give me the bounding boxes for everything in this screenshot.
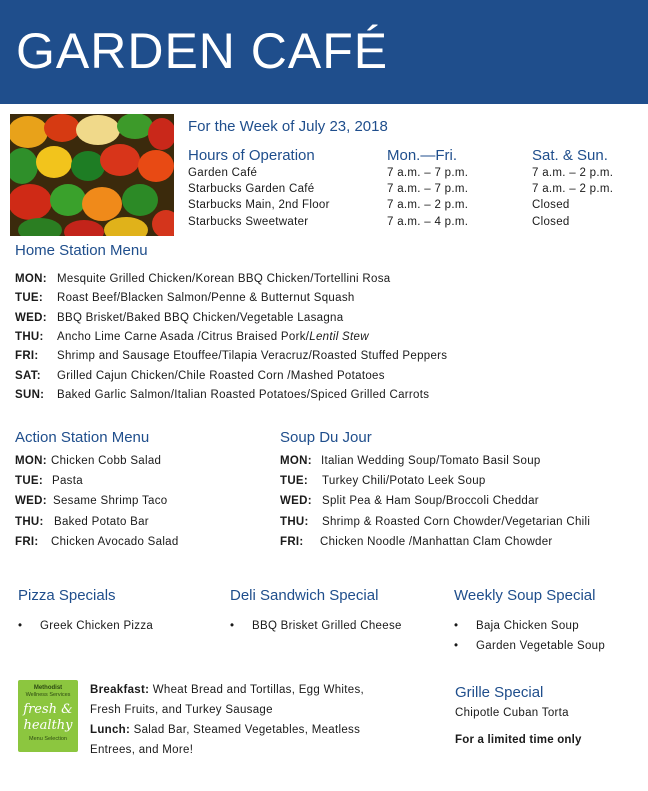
pizza-heading: Pizza Specials — [18, 587, 116, 604]
home-station-heading: Home Station Menu — [15, 242, 148, 259]
day-label: WED: — [15, 312, 47, 324]
menu-text: Chicken Avocado Salad — [51, 536, 179, 548]
home-station-row — [15, 273, 390, 285]
fresh-healthy-logo — [18, 680, 78, 752]
hours-weekend-heading: Sat. & Sun. — [532, 147, 608, 164]
home-station-row — [15, 389, 429, 401]
menu-text: Shrimp and Sausage Etouffee/Tilapia Veracruz/Roasted Stuffed Peppers — [57, 350, 448, 362]
week-heading: For the Week of July 23, 2018 — [188, 118, 388, 135]
day-label: TUE: — [15, 475, 44, 487]
hours-weekend: Closed — [532, 216, 570, 228]
menu-text: Grilled Cajun Chicken/Chile Roasted Corn /Mashed Potatoes — [57, 370, 385, 382]
hours-weekday: 7 a.m. – 7 p.m. — [387, 183, 469, 195]
hours-location: Starbucks Sweetwater — [188, 216, 309, 228]
day-label: THU: — [15, 331, 44, 343]
action-station-row — [15, 536, 179, 548]
hours-location: Starbucks Garden Café — [188, 183, 315, 195]
weekly-soup-item — [454, 640, 605, 652]
hours-weekday-heading: Mon.—Fri. — [387, 147, 458, 164]
menu-text: Baked Potato Bar — [54, 516, 149, 528]
action-station-row — [15, 495, 168, 507]
menu-text: Mesquite Grilled Chicken/Korean BBQ Chicken/Tortellini Rosa — [57, 273, 391, 285]
pizza-item — [18, 620, 153, 632]
menu-text: Baked Garlic Salmon/Italian Roasted Potatoes/Spiced Grilled Carrots — [57, 389, 430, 401]
day-label: WED: — [15, 495, 47, 507]
breakfast-label: Breakfast: — [90, 684, 150, 696]
bullet-icon: • — [230, 620, 235, 632]
hours-location: Garden Café — [188, 167, 258, 179]
bullet-icon: • — [454, 640, 459, 652]
hours-heading: Hours of Operation — [188, 147, 315, 164]
menu-text: Split Pea & Ham Soup/Broccoli Cheddar — [322, 495, 539, 507]
menu-text: Chicken Noodle /Manhattan Clam Chowder — [320, 536, 553, 548]
logo-text: Wellness Services — [25, 692, 71, 698]
day-label: FRI: — [280, 536, 304, 548]
logo-text: fresh & — [23, 702, 73, 717]
deli-item-text: BBQ Brisket Grilled Cheese — [252, 620, 402, 632]
menu-text: Chicken Cobb Salad — [51, 455, 162, 467]
menu-text: Shrimp & Roasted Corn Chowder/Vegetarian Chili — [322, 516, 591, 528]
menu-text: Sesame Shrimp Taco — [53, 495, 168, 507]
deli-heading: Deli Sandwich Special — [230, 587, 379, 604]
menu-text: Turkey Chili/Potato Leek Soup — [322, 475, 486, 487]
logo-text: Menu Selection — [29, 736, 67, 742]
breakfast-line-2: Fresh Fruits, and Turkey Sausage — [90, 704, 273, 716]
action-station-row — [15, 455, 161, 467]
menu-text: Italian Wedding Soup/Tomato Basil Soup — [321, 455, 541, 467]
day-label: FRI: — [15, 350, 39, 362]
soup-row — [280, 495, 539, 507]
soup-row — [280, 516, 590, 528]
menu-text-italic: Lentil Stew — [309, 331, 369, 343]
home-station-row — [15, 370, 385, 382]
soup-row — [280, 475, 486, 487]
soup-du-jour-heading: Soup Du Jour — [280, 429, 372, 446]
logo-text: healthy — [23, 718, 73, 733]
day-label: TUE: — [280, 475, 309, 487]
hours-weekday: 7 a.m. – 4 p.m. — [387, 216, 469, 228]
day-label: FRI: — [15, 536, 39, 548]
home-station-row — [15, 312, 343, 324]
weekly-soup-item-text: Garden Vegetable Soup — [476, 640, 606, 652]
home-station-row — [15, 292, 355, 304]
menu-text: Pasta — [52, 475, 83, 487]
day-label: THU: — [280, 516, 309, 528]
day-label: SAT: — [15, 370, 41, 382]
soup-row — [280, 455, 541, 467]
hours-weekday: 7 a.m. – 7 p.m. — [387, 167, 469, 179]
breakfast-text: Wheat Bread and Tortillas, Egg Whites, — [152, 684, 365, 696]
day-label: TUE: — [15, 292, 44, 304]
hours-weekend: Closed — [532, 199, 570, 211]
weekly-soup-item-text: Baja Chicken Soup — [476, 620, 579, 632]
menu-text: BBQ Brisket/Baked BBQ Chicken/Vegetable Lasagna — [57, 312, 344, 324]
lunch-label: Lunch: — [90, 724, 131, 736]
weekly-soup-heading: Weekly Soup Special — [454, 587, 596, 604]
lunch-line-2: Entrees, and More! — [90, 744, 194, 756]
grille-note: For a limited time only — [455, 734, 582, 746]
action-station-row — [15, 475, 83, 487]
bullet-icon: • — [454, 620, 459, 632]
weekly-soup-item — [454, 620, 579, 632]
action-station-row — [15, 516, 149, 528]
grille-item: Chipotle Cuban Torta — [455, 707, 569, 719]
pizza-item-text: Greek Chicken Pizza — [40, 620, 154, 632]
home-station-row — [15, 350, 447, 362]
menu-text: Ancho Lime Carne Asada /Citrus Braised Pork/ — [57, 331, 310, 343]
lunch-text: Salad Bar, Steamed Vegetables, Meatless — [133, 724, 361, 736]
action-station-heading: Action Station Menu — [15, 429, 150, 446]
day-label: MON: — [15, 273, 47, 285]
home-station-row — [15, 331, 369, 343]
deli-item — [230, 620, 402, 632]
hours-weekday: 7 a.m. – 2 p.m. — [387, 199, 469, 211]
grille-heading: Grille Special — [455, 684, 544, 701]
peppers-image — [10, 114, 174, 236]
breakfast-line-1 — [90, 684, 364, 696]
menu-text: Roast Beef/Blacken Salmon/Penne & Butternut Squash — [57, 292, 355, 304]
hours-weekend: 7 a.m. – 2 p.m. — [532, 183, 614, 195]
day-label: SUN: — [15, 389, 45, 401]
hours-weekend: 7 a.m. – 2 p.m. — [532, 167, 614, 179]
day-label: WED: — [280, 495, 312, 507]
lunch-line-1 — [90, 724, 360, 736]
page-title: GARDEN CAFÉ — [16, 23, 389, 79]
day-label: THU: — [15, 516, 44, 528]
day-label: MON: — [280, 455, 312, 467]
day-label: MON: — [15, 455, 47, 467]
peppers-photo — [10, 114, 174, 236]
hours-location: Starbucks Main, 2nd Floor — [188, 199, 330, 211]
logo-text: Methodist — [33, 685, 63, 691]
bullet-icon: • — [18, 620, 23, 632]
soup-row — [280, 536, 553, 548]
